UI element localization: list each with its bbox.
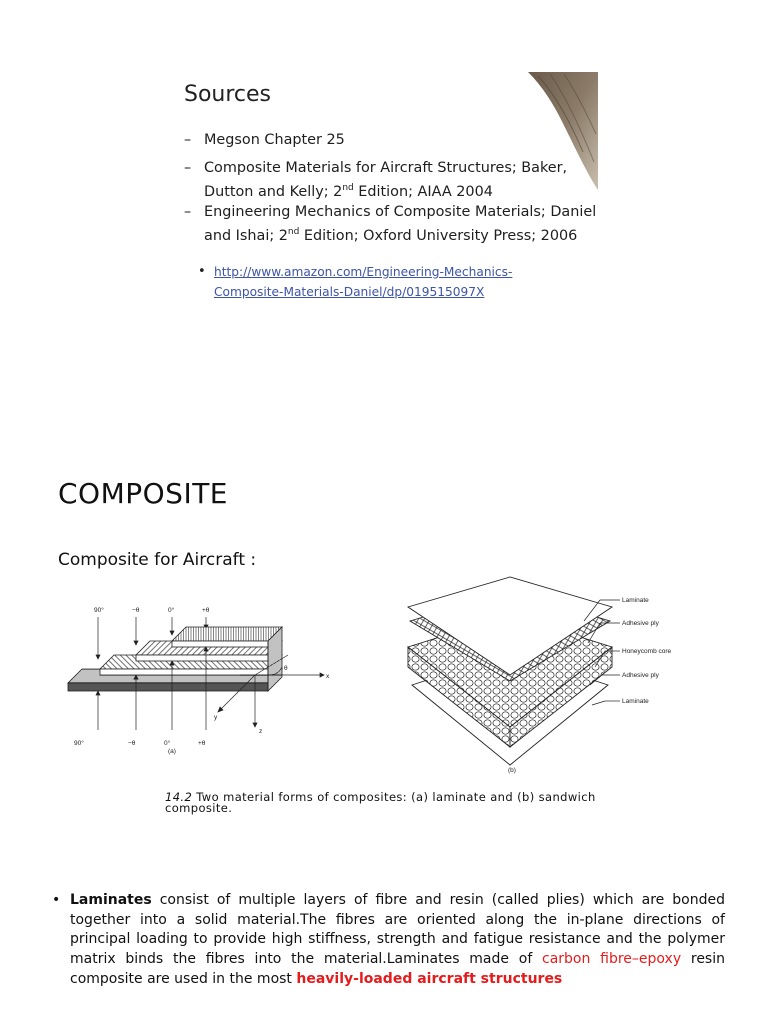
amazon-link[interactable] [198,262,518,302]
composite-heading: COMPOSITE [58,477,228,510]
dash-bullet: – [184,160,192,176]
source-link-item [198,262,518,302]
axis-z-label: z [259,728,263,735]
axis-x-label: x [326,673,330,680]
heavily-loaded-highlight: heavily-loaded aircraft structures [296,970,563,987]
label-laminate-bottom: Laminate [622,698,649,705]
label-90: 90° [74,740,84,747]
link-bullet: • [198,264,206,279]
link-line-1: http://www.amazon.com/Engineering-Mechanics- [214,265,513,279]
source-text-end: Edition; Oxford University Press; 2006 [299,227,578,244]
dash-bullet: – [184,204,192,220]
label-plus-theta: +θ [202,607,210,614]
laminate-top-labels [94,606,210,614]
sources-title: Sources [184,82,272,107]
label-adhesive-top: Adhesive ply [622,620,659,627]
laminate-bottom-labels [74,739,206,747]
laminate-diagram [68,606,330,755]
figure-number: 14.2 [165,790,193,804]
source-item-baker [184,158,598,202]
source-text-end: Edition; AIAA 2004 [353,183,493,200]
sandwich-labels [622,597,672,705]
paragraph-bullet: • [52,892,61,908]
caption-text: Two material forms of composites: (a) laminate and (b) sandwich composite. [165,790,596,815]
source-item-daniel [184,202,598,246]
superscript: nd [342,183,354,193]
superscript: nd [287,227,300,237]
paragraph-text-2: resin composite are used in the most [70,951,725,987]
link-line-2: Composite-Materials-Daniel/dp/019515097X [214,285,485,299]
paragraph-text-1: consist of multiple layers of fibre and resin (called plies) which are bonded together into a solid material.The fibres are oriented along the in-plane directions of principal loading to provide high stiffness, strength and fatigue resistance and the polymer matrix binds the fibres into the material.Laminates made of [70,892,725,968]
label-90: 90° [94,607,104,614]
label-honeycomb: Honeycomb core [622,648,672,655]
sandwich-diagram [408,577,620,765]
label-0: 0° [164,740,171,747]
part-a-label: (a) [168,748,176,755]
label-laminate-top: Laminate [622,597,649,604]
sources-slide [158,72,598,344]
carbon-fibre-epoxy-highlight: carbon fibre–epoxy [542,951,682,968]
label-minus-theta: −θ [128,740,136,747]
composite-figure [60,575,700,775]
label-0: 0° [168,607,175,614]
laminates-paragraph [52,891,725,990]
laminate-plies [68,627,282,691]
part-b-label: (b) [508,767,516,774]
label-adhesive-bottom: Adhesive ply [622,672,659,679]
dash-bullet: – [184,132,192,148]
source-text: Megson Chapter 25 [204,132,345,148]
laminates-term: Laminates [70,892,152,908]
label-plus-theta: +θ [198,740,206,747]
label-minus-theta: −θ [132,607,140,614]
figure-caption [165,792,645,814]
theta-label: θ [284,665,288,672]
source-text-start: Engineering Mechanics of Composite Materials; Daniel and Ishai; 2 [204,204,597,244]
source-item-megson [184,130,598,150]
source-text-start: Composite Materials for Aircraft Structures; Baker, Dutton and Kelly; 2 [204,160,568,200]
axis-y-label: y [214,714,218,721]
composite-subheading: Composite for Aircraft : [58,550,257,570]
